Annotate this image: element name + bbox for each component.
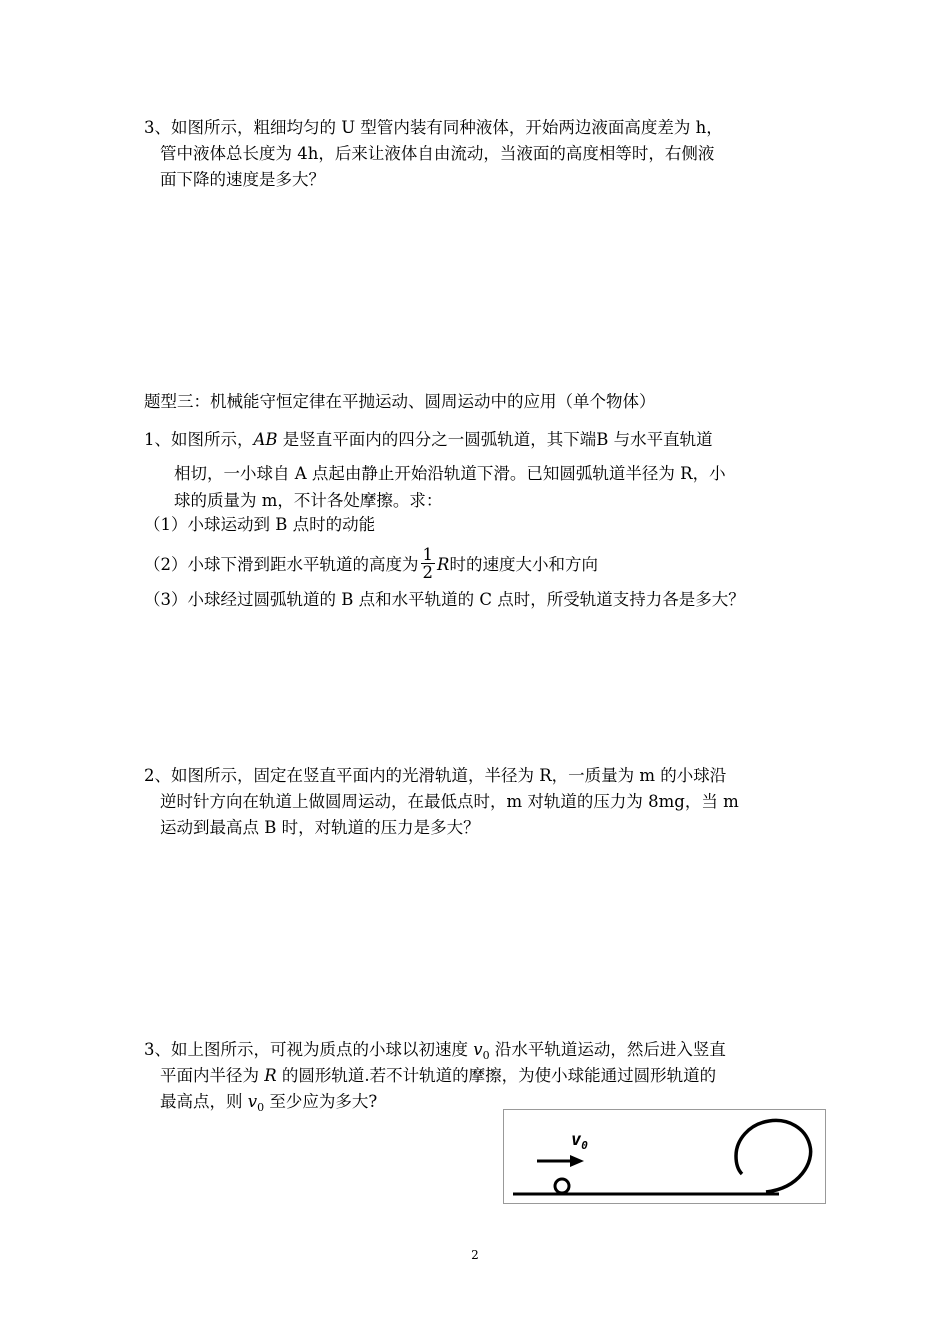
fraction-numerator: 1 <box>422 545 433 564</box>
q1-rest: 是竖直平面内的四分之一圆弧轨道，其下端B 与水平直轨道 <box>277 430 713 449</box>
v0-symbol-2: v <box>247 1092 258 1111</box>
q3-line-3: 面下降的速度是多大？ <box>160 170 325 189</box>
q3b-l2-var: R <box>264 1066 277 1085</box>
page-number: 2 <box>471 1248 479 1262</box>
q1-line-1 <box>144 428 713 452</box>
q1-sub2-pre: （2）小球下滑到距水平轨道的高度为 <box>144 555 419 574</box>
fraction-denominator: 2 <box>422 563 433 582</box>
q1-sub2-post: 时的速度大小和方向 <box>449 555 598 574</box>
q3b-l2-pre: 平面内半径为 <box>160 1066 265 1085</box>
q2-line-1: 2、如图所示，固定在竖直平面内的光滑轨道，半径为 R，一质量为 m 的小球沿 <box>144 766 727 785</box>
q1-prefix: 1、如图所示， <box>144 430 254 449</box>
q1-sub-1: （1）小球运动到 B 点时的动能 <box>144 515 376 534</box>
q1-line-3: 球的质量为 m，不计各处摩擦。求： <box>174 491 443 510</box>
velocity-arrow-head <box>570 1155 584 1167</box>
circular-loop <box>736 1120 811 1192</box>
v0-symbol: v <box>473 1040 483 1059</box>
q3b-l3-pre: 最高点，则 <box>160 1092 248 1111</box>
q1-ab: AB <box>253 430 278 449</box>
q1-sub2-var: R <box>437 555 450 574</box>
v0-subscript: 0 <box>482 1049 490 1062</box>
q3b-l2-post: 的圆形轨道.若不计轨道的摩擦，为使小球能通过圆形轨道的 <box>276 1066 717 1085</box>
q3b-line-3 <box>160 1090 377 1120</box>
loop-track-diagram <box>504 1110 825 1203</box>
velocity-label: $v_0$ <box>571 1130 588 1152</box>
half-fraction <box>421 546 436 581</box>
q3b-line-2 <box>160 1064 716 1088</box>
ball <box>555 1179 569 1193</box>
q2-line-3: 运动到最高点 B 时，对轨道的压力是多大？ <box>160 818 480 837</box>
q1-sub-2 <box>144 545 598 583</box>
loop-track-figure <box>503 1109 826 1204</box>
section-heading: 题型三：机械能守恒定律在平抛运动、圆周运动中的应用（单个物体） <box>144 392 656 411</box>
q3b-l3-post: 至少应为多大? <box>264 1092 378 1111</box>
q3-line-1: 3、如图所示，粗细均匀的 U 型管内装有同种液体，开始两边液面高度差为 h， <box>144 118 723 137</box>
q3b-l1-post: 沿水平轨道运动，然后进入竖直 <box>489 1040 726 1059</box>
q1-sub-3: （3）小球经过圆弧轨道的 B 点和水平轨道的 C 点时，所受轨道支持力各是多大？ <box>144 590 745 609</box>
q3b-l1-pre: 3、如上图所示，可视为质点的小球以初速度 <box>144 1040 474 1059</box>
q2-line-2: 逆时针方向在轨道上做圆周运动，在最低点时，m 对轨道的压力为 8mg，当 m <box>160 792 739 811</box>
q3-line-2: 管中液体总长度为 4h，后来让液体自由流动，当液面的高度相等时，右侧液 <box>160 144 715 163</box>
q1-line-2: 相切，一小球自 A 点起由静止开始沿轨道下滑。已知圆弧轨道半径为 R，小 <box>174 464 726 483</box>
v0-subscript-2: 0 <box>257 1101 265 1114</box>
